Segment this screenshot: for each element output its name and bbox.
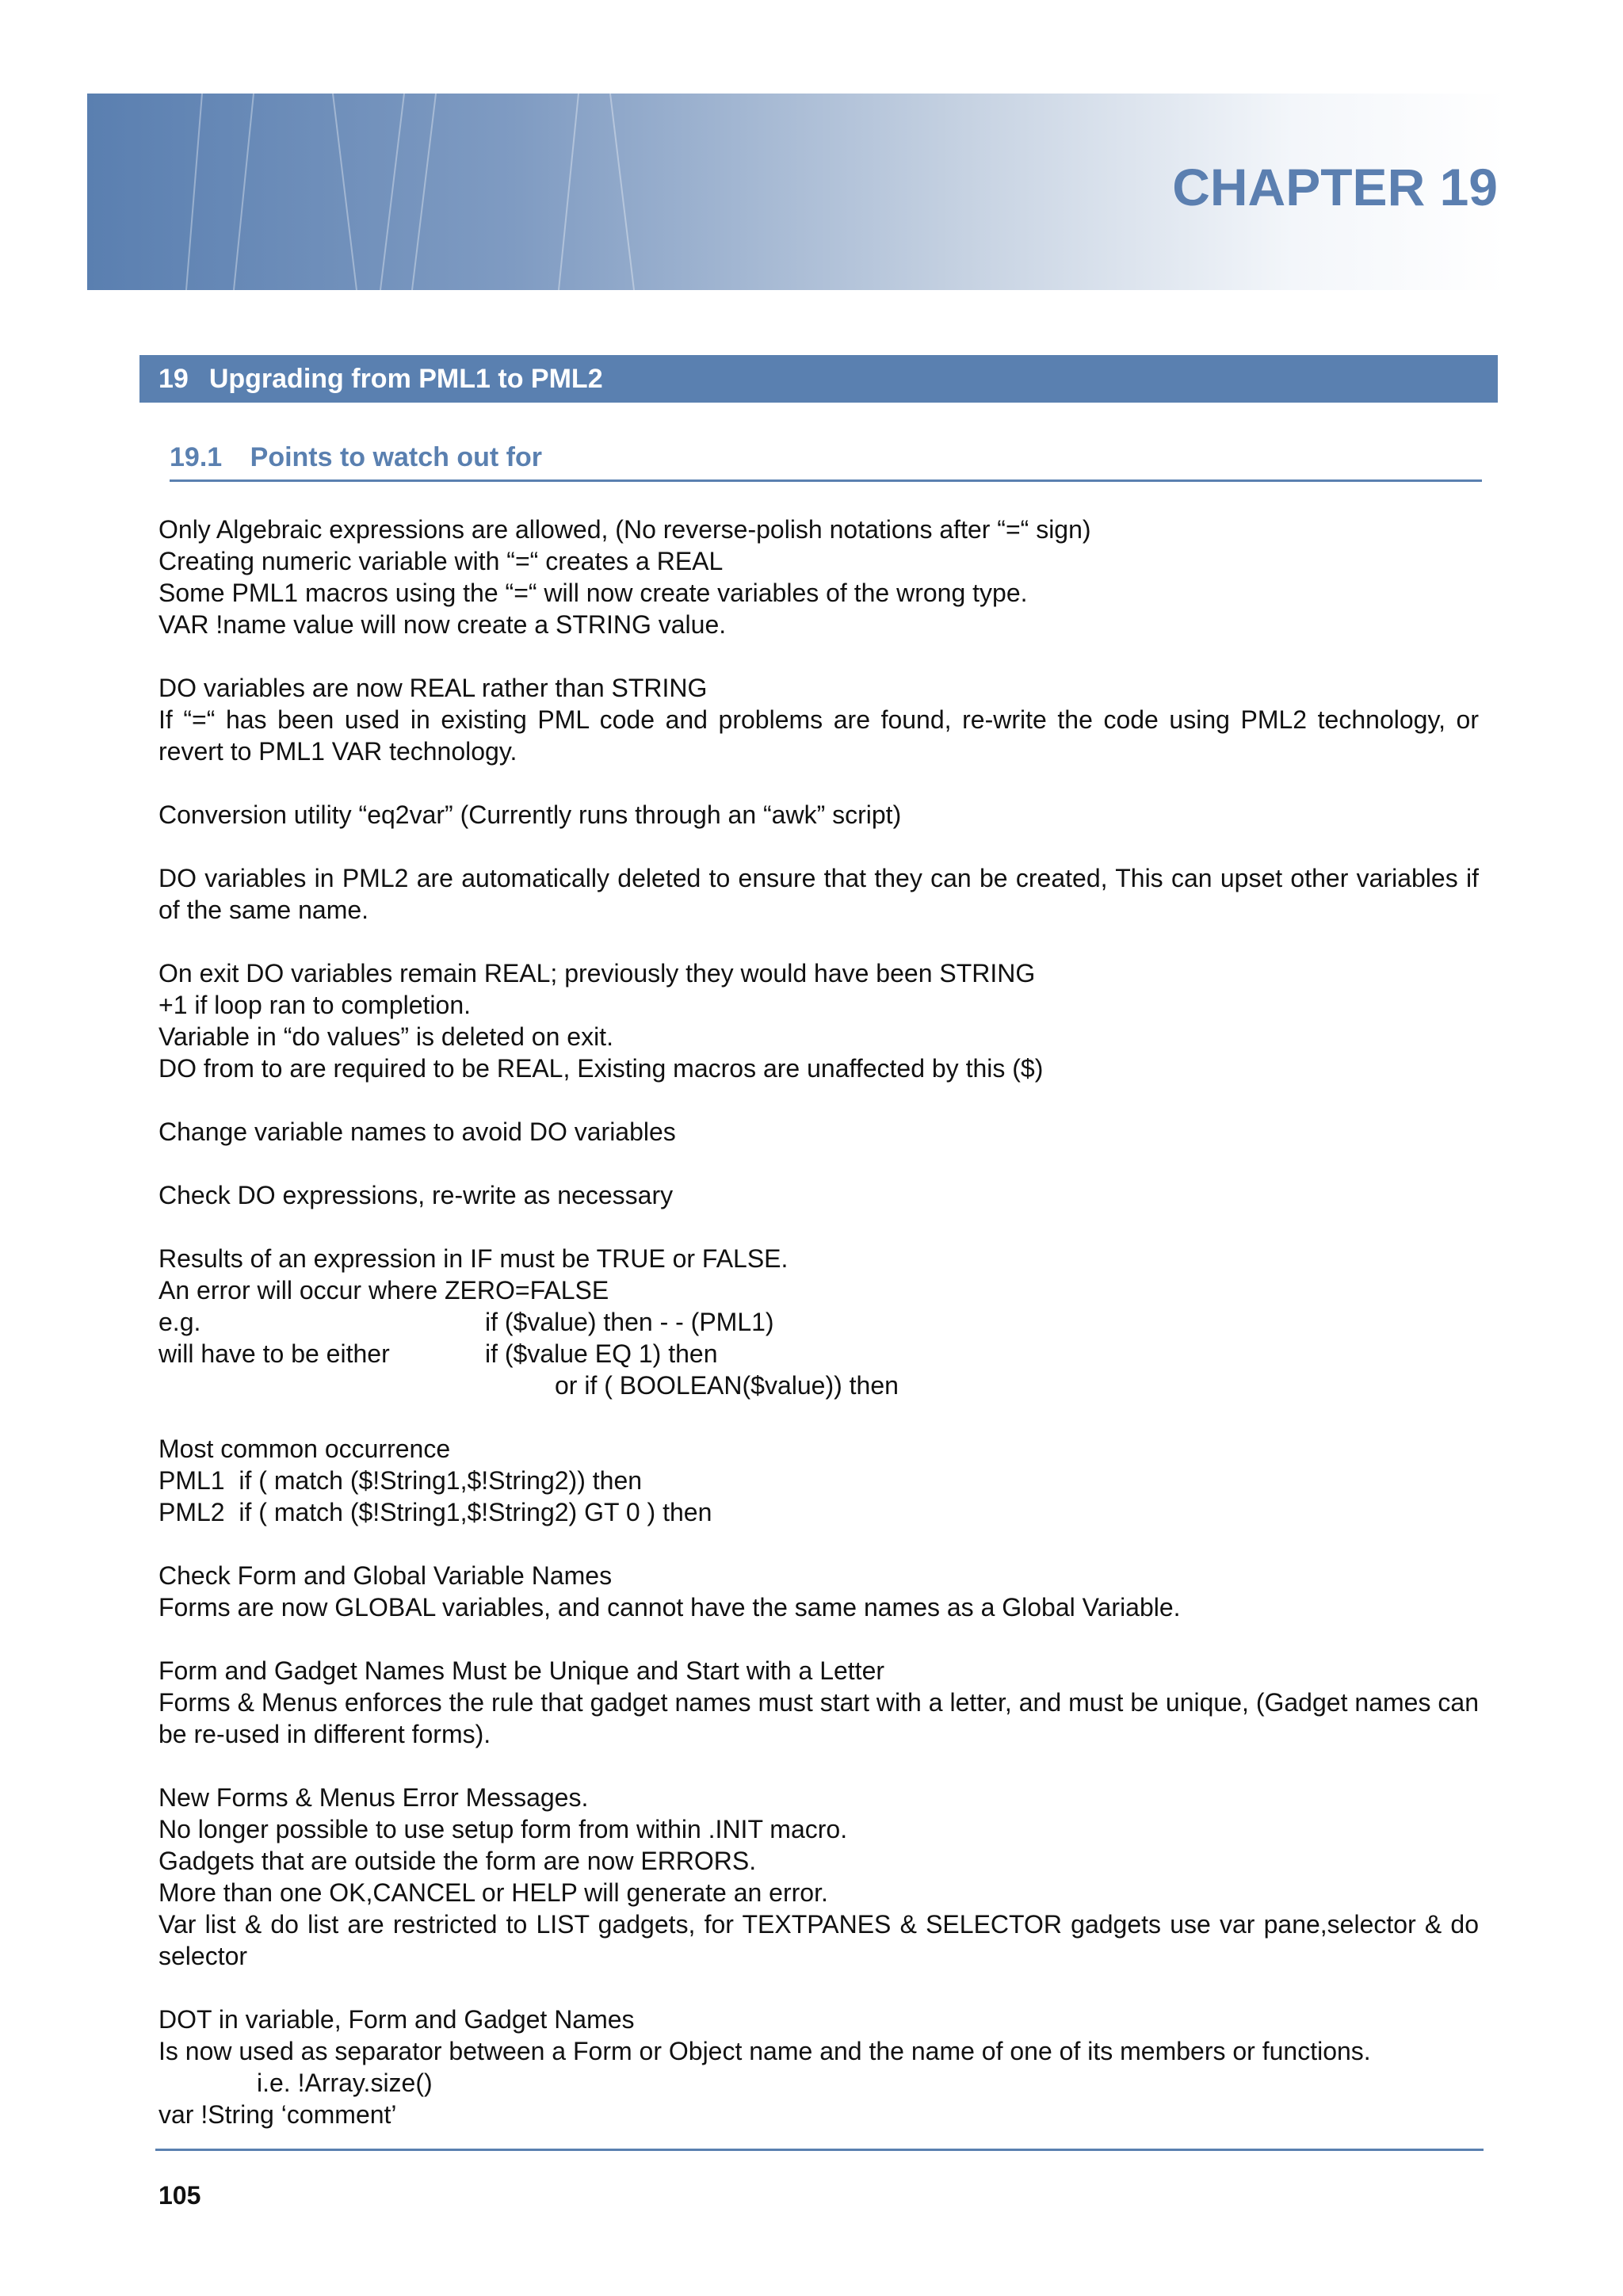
text-line: On exit DO variables remain REAL; previously they would have been STRING [158, 959, 1036, 988]
page-number: 105 [158, 2181, 201, 2210]
text-line: Results of an expression in IF must be TRUE or FALSE. [158, 1244, 789, 1273]
text-line: Some PML1 macros using the “=“ will now create variables of the wrong type. [158, 579, 1028, 607]
text-line: Only Algebraic expressions are allowed, (No reverse-polish notations after “=“ sign) [158, 515, 1091, 544]
text-line: Change variable names to avoid DO variables [158, 1117, 676, 1146]
example-code: if ($value) then - - (PML1) [485, 1308, 774, 1336]
example-line [158, 1306, 1479, 1338]
footer-rule [155, 2149, 1484, 2151]
subsection-heading [170, 442, 1482, 482]
either-line [158, 1338, 1479, 1370]
text-line: PML1 if ( match ($!String1,$!String2)) then [158, 1466, 643, 1495]
code-example: i.e. !Array.size() [257, 2069, 433, 2097]
text-line: DOT in variable, Form and Gadget Names [158, 2005, 635, 2034]
text-line: Var list & do list are restricted to LIST gadgets, for TEXTPANES & SELECTOR gadgets use var pane,selector & do selector [158, 1910, 1479, 1970]
text-line: PML2 if ( match ($!String1,$!String2) GT 0 ) then [158, 1498, 712, 1526]
paragraph [158, 1116, 1479, 1148]
or-code: or if ( BOOLEAN($value)) then [555, 1371, 899, 1400]
chapter-banner [87, 94, 1506, 290]
paragraph [158, 1560, 1479, 1623]
text-line: Forms & Menus enforces the rule that gadget names must start with a letter, and must be unique, (Gadget names can be re-used in different forms). [158, 1688, 1479, 1748]
text-line: DO variables are now REAL rather than STRING [158, 674, 708, 702]
paragraph [158, 957, 1479, 1084]
either-code: if ($value EQ 1) then [485, 1339, 718, 1368]
text-line: Creating numeric variable with “=“ creates a REAL [158, 547, 724, 575]
text-line: Variable in “do values” is deleted on exit. [158, 1022, 613, 1051]
paragraph [158, 862, 1479, 926]
paragraph [158, 1433, 1479, 1528]
text-line: Most common occurrence [158, 1435, 451, 1463]
text-line: Check Form and Global Variable Names [158, 1561, 613, 1590]
text-line: New Forms & Menus Error Messages. [158, 1783, 589, 1812]
paragraph [158, 672, 1479, 767]
text-line: Is now used as separator between a Form or Object name and the name of one of its members or functions. [158, 2037, 1371, 2065]
text-line: Conversion utility “eq2var” (Currently runs through an “awk” script) [158, 800, 902, 829]
chapter-title: CHAPTER 19 [1172, 158, 1498, 216]
section-number: 19 [158, 363, 189, 394]
text-line: VAR !name value will now create a STRING value. [158, 610, 727, 639]
text-line: No longer possible to use setup form from within .INIT macro. [158, 1815, 848, 1843]
body-text [158, 514, 1479, 2162]
paragraph [158, 799, 1479, 831]
subsection-number: 19.1 [170, 442, 223, 472]
text-line: Gadgets that are outside the form are now ERRORS. [158, 1847, 757, 1875]
either-label: will have to be either [158, 1339, 390, 1368]
section-title: Upgrading from PML1 to PML2 [208, 363, 603, 394]
banner-decoration [87, 94, 721, 290]
example-label: e.g. [158, 1308, 201, 1336]
text-line: An error will occur where ZERO=FALSE [158, 1276, 609, 1305]
paragraph [158, 1655, 1479, 1750]
paragraph [158, 1179, 1479, 1211]
text-line: DO variables in PML2 are automatically deleted to ensure that they can be created, This can upset other variables if of the same name. [158, 864, 1479, 924]
text-line: More than one OK,CANCEL or HELP will generate an error. [158, 1878, 828, 1907]
text-line: If “=“ has been used in existing PML code and problems are found, re-write the code using PML2 technology, or revert to PML1 VAR technology. [158, 705, 1479, 766]
paragraph [158, 1782, 1479, 1972]
text-line: Check DO expressions, re-write as necessary [158, 1181, 674, 1209]
subsection-title: Points to watch out for [250, 442, 542, 472]
text-line: DO from to are required to be REAL, Existing macros are unaffected by this ($) [158, 1054, 1044, 1083]
text-line: var !String ‘comment’ [158, 2100, 397, 2129]
paragraph [158, 2004, 1479, 2130]
text-line: Form and Gadget Names Must be Unique and Start with a Letter [158, 1656, 885, 1685]
text-line: Forms are now GLOBAL variables, and cannot have the same names as a Global Variable. [158, 1593, 1181, 1622]
text-line: +1 if loop ran to completion. [158, 991, 472, 1019]
paragraph [158, 1243, 1479, 1401]
section-heading [139, 355, 1498, 403]
paragraph [158, 514, 1479, 640]
